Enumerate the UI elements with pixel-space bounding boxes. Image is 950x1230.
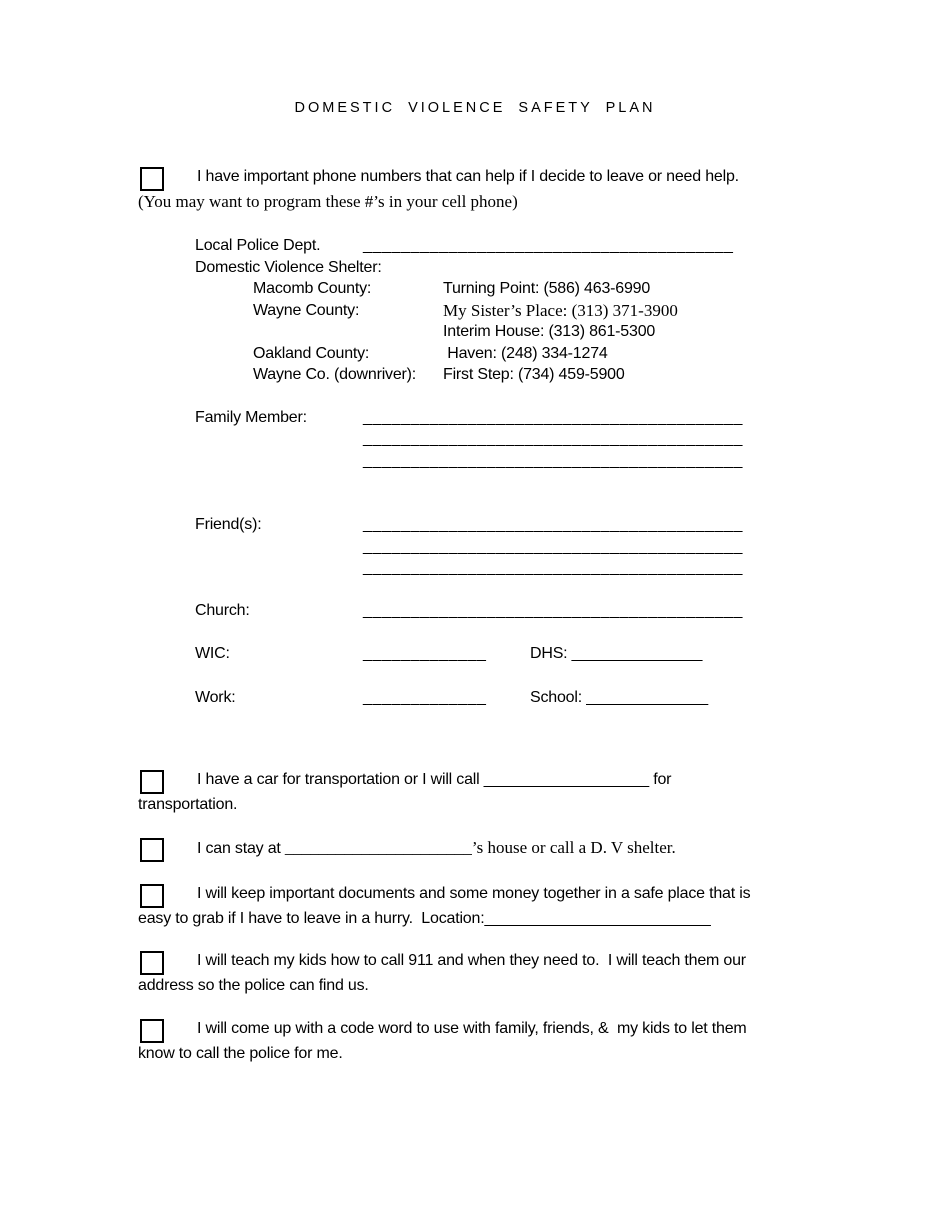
item-checkbox[interactable] — [140, 770, 164, 794]
item-checkbox[interactable] — [140, 951, 164, 975]
phone-numbers-item — [138, 166, 812, 213]
item-text — [197, 1018, 747, 1040]
shelter-row — [195, 278, 812, 300]
two-column-row — [195, 643, 812, 665]
phone-numbers-text: I have important phone numbers that can help if I decide to leave or need help. — [197, 167, 739, 185]
contact-row — [195, 514, 812, 579]
shelter-county-label — [253, 321, 443, 343]
left-blank-line: _____________ — [363, 645, 487, 662]
shelter-row — [195, 364, 812, 386]
shelter-row — [195, 343, 812, 365]
contact-label: Friend(s): — [195, 516, 262, 533]
shelter-phone-value: Haven: (248) 334-1274 — [443, 344, 608, 362]
contact-row — [195, 600, 812, 622]
left-label: WIC: — [195, 645, 230, 662]
item-text-segment: I will teach my kids how to call 911 and when they need to. I will teach them our — [197, 952, 746, 969]
item-text-segment: I have a car for transportation or I will call ___________________ for — [197, 771, 672, 788]
phone-list — [138, 235, 812, 386]
item-text-serif-segment: ______________________’s house or call a D. V shelter. — [284, 837, 676, 857]
contact-blank-line: ________________________________________ — [363, 408, 743, 426]
contact-label: Church: — [195, 601, 250, 619]
shelter-phone-value: First Step: (734) 459-5900 — [443, 366, 625, 383]
phone-numbers-note: (You may want to program these #’s in your cell phone) — [138, 191, 518, 211]
contact-blank-lines — [363, 600, 743, 622]
two-column-section — [138, 643, 812, 708]
shelter-heading-row — [195, 257, 812, 279]
item-continuation: address so the police can find us. — [138, 977, 369, 994]
item-checkbox[interactable] — [140, 838, 164, 862]
item-text — [197, 883, 750, 905]
checklist-item — [138, 1018, 812, 1065]
shelter-row — [195, 300, 812, 322]
shelter-list — [195, 278, 812, 386]
checklist-item — [138, 769, 812, 816]
shelter-county-label: Wayne Co. (downriver): — [253, 366, 417, 383]
checklist-item-row — [138, 769, 812, 794]
shelter-heading: Domestic Violence Shelter: — [195, 258, 382, 276]
checklist-item-row — [138, 837, 812, 862]
item-text — [197, 837, 676, 860]
checklist-item-row — [138, 950, 812, 975]
checklist-item-row — [138, 1018, 812, 1043]
item-continuation: transportation. — [138, 796, 238, 813]
right-label-and-blank: DHS: _______________ — [530, 645, 703, 662]
shelter-phone-value: My Sister’s Place: (313) 371-3900 — [443, 300, 678, 320]
left-blank-box — [363, 687, 530, 709]
contact-blank-line: ________________________________________ — [363, 451, 743, 469]
shelter-county-label: Macomb County: — [253, 280, 372, 297]
contact-blank-line: ________________________________________ — [363, 516, 743, 533]
checklist-item-row — [138, 883, 812, 908]
item-checkbox[interactable] — [140, 884, 164, 908]
item-continuation: know to call the police for me. — [138, 1044, 343, 1062]
local-police-blank: _______________________________________ — [363, 237, 734, 254]
contact-blank-lines — [363, 407, 743, 472]
item-text — [197, 950, 746, 972]
item-text — [197, 769, 671, 791]
item-checkbox[interactable] — [140, 1019, 164, 1043]
contact-blank-line: ________________________________________ — [363, 537, 743, 555]
contact-blank-line: ________________________________________ — [363, 601, 743, 619]
left-blank-line: _____________ — [363, 688, 487, 706]
item-text-segment: I will keep important documents and some money together in a safe place that is — [197, 884, 751, 902]
checklist-item — [138, 950, 812, 997]
contact-row — [195, 407, 812, 472]
checklist-item — [138, 883, 812, 930]
shelter-phone-value: Interim House: (313) 861-5300 — [443, 323, 656, 340]
phone-numbers-checkbox[interactable] — [140, 167, 164, 191]
local-police-row — [195, 235, 812, 257]
left-blank-box — [363, 643, 530, 665]
shelter-county-label: Oakland County: — [253, 344, 370, 362]
shelter-phone-value: Turning Point: (586) 463-6990 — [443, 280, 651, 297]
two-column-row — [195, 687, 812, 709]
right-label-and-blank: School: ______________ — [530, 688, 708, 706]
contact-lines-section — [138, 407, 812, 622]
shelter-county-label: Wayne County: — [253, 301, 360, 319]
item-text-segment: I will come up with a code word to use with family, friends, & my kids to let them — [197, 1019, 747, 1037]
contact-blank-line: ________________________________________ — [363, 430, 743, 447]
contact-label: Family Member: — [195, 408, 307, 426]
left-label: Work: — [195, 688, 236, 706]
safety-checklist — [138, 769, 812, 1064]
item-continuation: easy to grab if I have to leave in a hurry. Location:__________________________ — [138, 909, 711, 927]
page-title: DOMESTIC VIOLENCE SAFETY PLAN — [294, 100, 656, 116]
contact-blank-lines — [363, 514, 743, 579]
shelter-row — [195, 321, 812, 343]
item-text-segment: I can stay at — [197, 839, 285, 857]
checklist-item — [138, 837, 812, 862]
local-police-label: Local Police Dept. — [195, 237, 321, 254]
contact-blank-line: ________________________________________ — [363, 559, 743, 576]
